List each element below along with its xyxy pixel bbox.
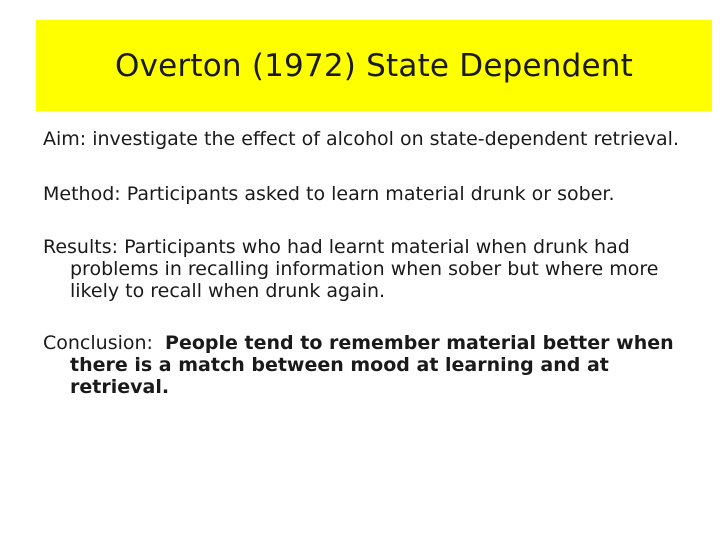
aim-text: investigate the effect of alcohol on state-dependent retrieval. — [92, 128, 679, 150]
method-text: Participants asked to learn material drunk or sober. — [126, 183, 615, 205]
slide-title: Overton (1972) State Dependent — [115, 47, 633, 84]
method-label: Method: — [43, 183, 121, 205]
results-text: Participants who had learnt material when drunk had problems in recalling information when sober but where more likely to recall when drunk again. — [70, 236, 659, 302]
aim-paragraph — [43, 128, 703, 150]
conclusion-text: People tend to remember material better when there is a match between mood at learning and at retrieval. — [70, 332, 674, 398]
conclusion-paragraph — [43, 332, 703, 398]
title-banner — [36, 20, 712, 111]
results-label: Results: — [43, 236, 119, 258]
conclusion-label: Conclusion: — [43, 332, 153, 354]
results-paragraph — [43, 236, 703, 302]
aim-label: Aim: — [43, 128, 87, 150]
slide-body — [43, 128, 703, 431]
method-paragraph — [43, 183, 703, 205]
